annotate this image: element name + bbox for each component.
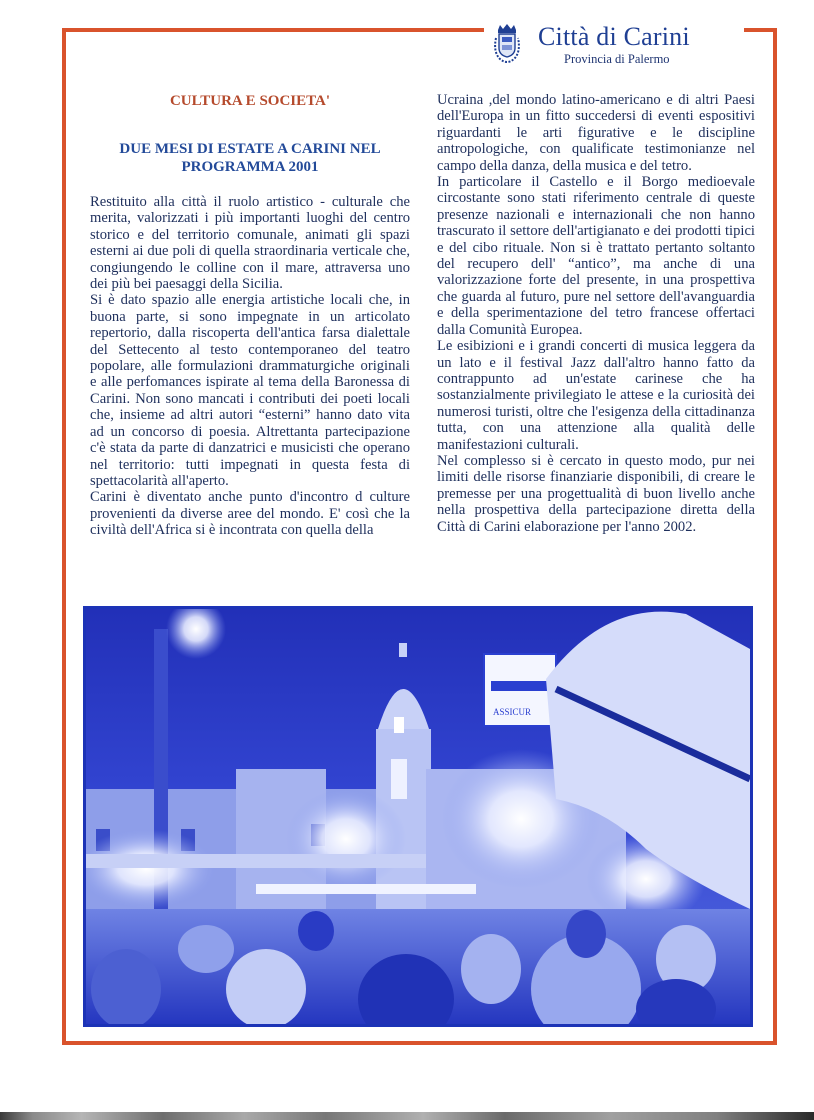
paragraph: Restituito alla città il ruolo artistico - culturale che merita, valorizzati i più importanti luoghi del centro storico e del territorio comunale, animati gli spazi esterni ai due poli di quella straordinaria verticale che, congiungendo le colline con il mare, attraversa uno dei più bei paesaggi della Sicilia. <box>90 194 410 293</box>
paragraph: Nel complesso si è cercato in questo modo, pur nei limiti delle risorse finanziarie disponibili, di creare le premesse per una progettualità di buon livello anche nella prospettiva della partecipazione diretta della Città di Carini elaborazione per l'anno 2002. <box>437 452 755 535</box>
sign-text: ASSICUR <box>493 707 532 717</box>
page-frame-bottom <box>62 1041 777 1045</box>
article-column-left <box>90 194 410 539</box>
section-title: CULTURA E SOCIETA' <box>169 93 331 109</box>
paragraph: Le esibizioni e i grandi concerti di musica leggera da un lato e il festival Jazz dall'altro hanno fatto da contrappunto ad un'estate carinese che ha sostanzialmente privilegiato le attese e la curiosità dei numerosi turisti, oltre che l'esigenza della cittadinanza tutta, con una attenzione alla qualità delle manifestazioni culturali. <box>437 338 755 453</box>
article-title-line-2: PROGRAMMA 2001 <box>181 159 319 175</box>
paragraph: Si è dato spazio alle energia artistiche locali che, in buona parte, si sono impegnate in un articolato repertorio, dalla riscoperta dell'antica farsa dialettale del Settecento al testo contemporaneo del teatro popolare, alle formulazioni drammaturgiche originali e alle perfomances ispirate al tema della Baronessa di Carini. Non sono mancati i contributi dei poeti locali che, insieme ad altri autori “esterni” hanno dato vita ad un concorso di poesia. Altrettanta partecipazione c'è stata da parte di danzatrici e musicisti che operano nel territorio: tutti impegnati in questa festa di spettacolarità all'aperto. <box>90 292 410 489</box>
paragraph: In particolare il Castello e il Borgo medioevale circostante sono stati riferimento centrale di queste presenze nazionali e internazionali che non hanno trascurato il settore dell'artigianato e dei prodotti tipici e del cibo rituale. Non si è trattato pertanto soltanto del recupero dell' “antico”, ma anche di una valorizzazione forte del presente, in una prospettiva che guarda al futuro, pure nel settore dell'avanguardia e della sperimentazione del tetro francese offertaci dalla Comunità Europea. <box>437 174 755 338</box>
scanner-edge-strip <box>0 1112 814 1120</box>
article-column-right <box>437 92 755 535</box>
page-frame-right <box>773 28 777 1045</box>
coat-of-arms-icon <box>492 24 522 66</box>
paragraph: Carini è diventato anche punto d'incontro d culture provenienti da diverse aree del mondo. E' così che la civiltà dell'Africa si è incontrata con quella della <box>90 489 410 539</box>
letterhead <box>492 20 742 72</box>
article-title <box>90 140 410 176</box>
festival-photo <box>83 606 753 1027</box>
town-name: Città di Carini <box>538 22 690 51</box>
paragraph: Ucraina ,del mondo latino-americano e di altri Paesi dell'Europa in un fitto succedersi di eventi espositivi riguardanti le arti figurative e le discipline antropologiche, con qualificate testimonianze nel campo della danza, della musica e del tetro. <box>437 92 755 174</box>
province-name: Provincia di Palermo <box>564 52 670 66</box>
article-title-line-1: DUE MESI DI ESTATE A CARINI NEL <box>119 141 381 157</box>
